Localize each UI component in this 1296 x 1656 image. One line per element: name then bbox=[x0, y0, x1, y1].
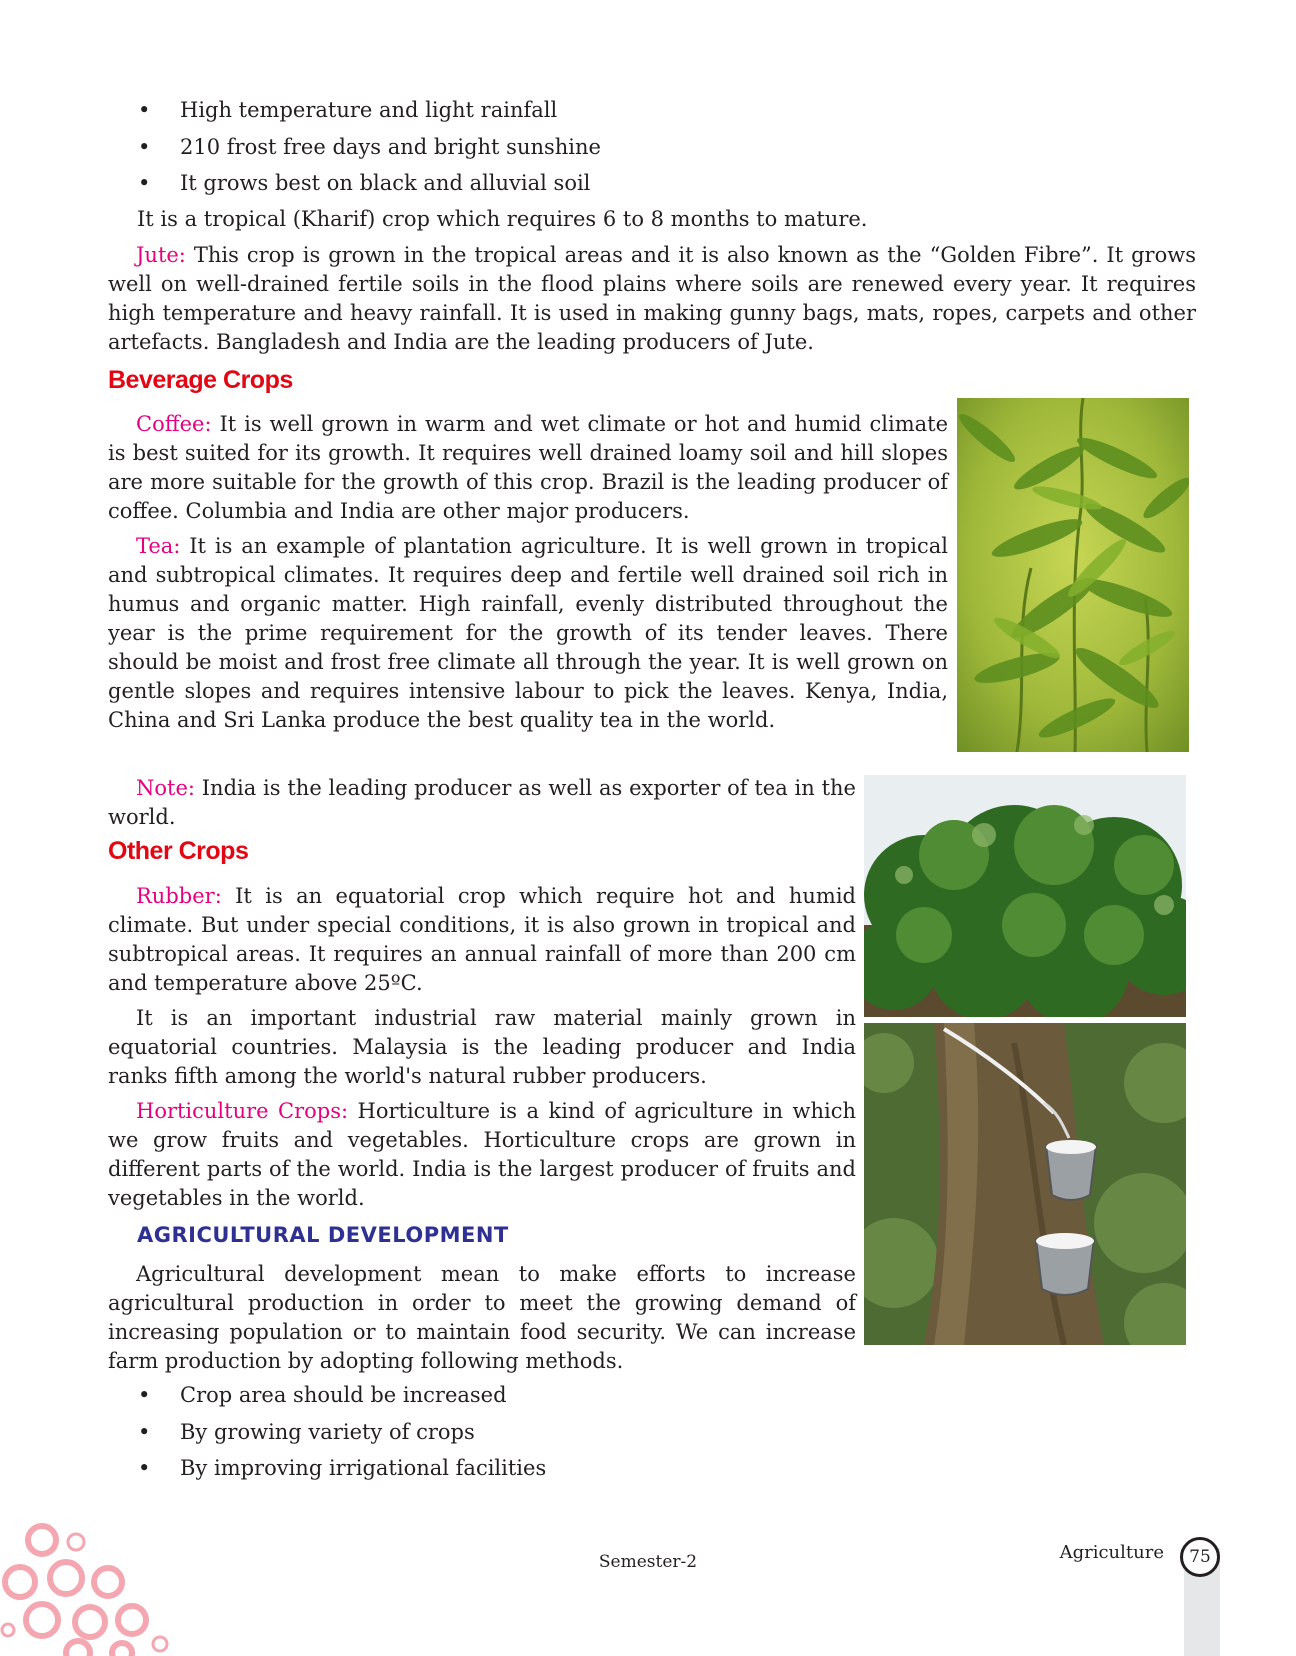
bullet-icon: • bbox=[138, 1420, 151, 1444]
document-page: • High temperature and light rainfall • 210 frost free days and bright sunshine • It grows best on black and alluvial soil It is a tropical (Kharif) crop which requires 6 to 8 months to mature. Jute: This crop is grown in the tropical areas and it is also known as the “Golden Fibre”. It grows well on well-drained fertile soils in the flood plains where soils are renewed every year. It requires high temperature and heavy rainfall. It is used in making gunny bags, mats, ropes, carpets and other artefacts. Bangladesh and India are the leading producers of Jute. Beverage Crops Coffee: It is well grown in warm and wet climate or hot and humid climate is best suited for its growth. It requires well drained loamy soil and hill slopes are more suitable for the growth of this crop. Brazil is the leading producer of coffee. Columbia and India are other major producers. Tea: It is an example of plantation agriculture. It is well grown in tropical and subtropical climates. It requires deep and fertile well drained soil rich in humus and organic matter. High rainfall, evenly distributed throughout the year is the prime requirement for the growth of its tender leaves. There should be moist and frost free climate all through the year. It is well grown on gentle slopes and requires intensive labour to pick the leaves. Kenya, India, China and Sri Lanka produce the best quality tea in the world. Note: India is the leading producer as well as exporter of tea in the world. Other Crops Rubber: It is an equatorial crop which require hot and humid climate. But under special conditions, it is also grown in tropical and subtropical areas. It requires an annual rainfall of more than 200 cm and temperature above 25ºC. It is an important industrial raw material mainly grown in equatorial countries. Malaysia is the leading producer and India ranks fifth among the world's natural rubber producers. Horticulture Crops: Horticulture is a kind of agriculture in which we grow fruits and vegetables. Horticulture crops are grown in different parts of the world. India is the largest producer of fruits and vegetables in the world. AGRICULTURAL DEVELOPMENT Agricultural development mean to make efforts to increase agricultural production in order to meet the growing demand of increasing population or to maintain food security. We can increase farm production by adopting following methods. • Crop area should be increased • By growing variety of crops • By improving irrigational facilities Semester-2 Agriculture 75 bbox=[0, 0, 1296, 1656]
bullet-icon: • bbox=[138, 98, 151, 122]
other-crops-heading: Other Crops bbox=[108, 837, 249, 865]
footer-semester: Semester-2 bbox=[598, 1552, 698, 1572]
jute-paragraph: Jute: This crop is grown in the tropical areas and it is also known as the “Golden Fibre”. It grows well on well-drained fertile soils in the flood plains where soils are renewed every year. It requires high temperature and heavy rainfall. It is used in making gunny bags, mats, ropes, carpets and other artefacts. Bangladesh and India are the leading producers of Jute. bbox=[108, 243, 1196, 354]
coffee-term: Coffee: bbox=[136, 412, 212, 436]
tea-paragraph: Tea: It is an example of plantation agriculture. It is well grown in tropical and subtropical climates. It requires deep and fertile well drained soil rich in humus and organic matter. High rainfall, evenly distributed throughout the year is the prime requirement for the growth of its tender leaves. There should be moist and frost free climate all through the year. It is well grown on gentle slopes and requires intensive labour to pick the leaves. Kenya, India, China and Sri Lanka produce the best quality tea in the world. bbox=[108, 534, 948, 732]
note-term: Note: bbox=[136, 776, 195, 800]
kharif-paragraph: It is a tropical (Kharif) crop which requires 6 to 8 months to mature. bbox=[137, 207, 868, 231]
page-number: 75 bbox=[1180, 1537, 1220, 1577]
bullet-icon: • bbox=[138, 171, 151, 195]
tea-term: Tea: bbox=[136, 534, 181, 558]
agricultural-development-paragraph: Agricultural development mean to make efforts to increase agricultural production in order to meet the growing demand of increasing population or to maintain food security. We can increase farm production by adopting following methods. bbox=[108, 1262, 856, 1373]
rubber-paragraph: Rubber: It is an equatorial crop which require hot and humid climate. But under special conditions, it is also grown in tropical and subtropical areas. It requires an annual rainfall of more than 200 cm and temperature above 25ºC. bbox=[108, 884, 856, 995]
coffee-paragraph: Coffee: It is well grown in warm and wet climate or hot and humid climate is best suited for its growth. It requires well drained loamy soil and hill slopes are more suitable for the growth of this crop. Brazil is the leading producer of coffee. Columbia and India are other major producers. bbox=[108, 412, 948, 523]
horticulture-paragraph: Horticulture Crops: Horticulture is a kind of agriculture in which we grow fruits and vegetables. Horticulture crops are grown in different parts of the world. India is the largest producer of fruits and vegetables in the world. bbox=[108, 1099, 856, 1210]
agricultural-development-heading: AGRICULTURAL DEVELOPMENT bbox=[137, 1223, 509, 1247]
beverage-crops-heading: Beverage Crops bbox=[108, 366, 293, 394]
jute-term: Jute: bbox=[136, 243, 186, 267]
bullet-icon: • bbox=[138, 135, 151, 159]
footer-chapter-title: Agriculture bbox=[1059, 1542, 1164, 1563]
bullet-icon: • bbox=[138, 1456, 151, 1480]
rubber-paragraph-2: It is an important industrial raw material mainly grown in equatorial countries. Malaysia is the leading producer and India ranks fifth among the world's natural rubber producers. bbox=[108, 1006, 856, 1088]
rubber-term: Rubber: bbox=[136, 884, 222, 908]
horticulture-term: Horticulture Crops: bbox=[136, 1099, 349, 1123]
note-paragraph: Note: India is the leading producer as well as exporter of tea in the world. bbox=[108, 776, 856, 829]
decorative-bubbles bbox=[0, 1520, 180, 1656]
coffee-plant-photo bbox=[864, 775, 1186, 1017]
bullet-icon: • bbox=[138, 1383, 151, 1407]
rubber-tapping-photo bbox=[864, 1023, 1186, 1345]
tea-plant-photo bbox=[957, 398, 1189, 752]
